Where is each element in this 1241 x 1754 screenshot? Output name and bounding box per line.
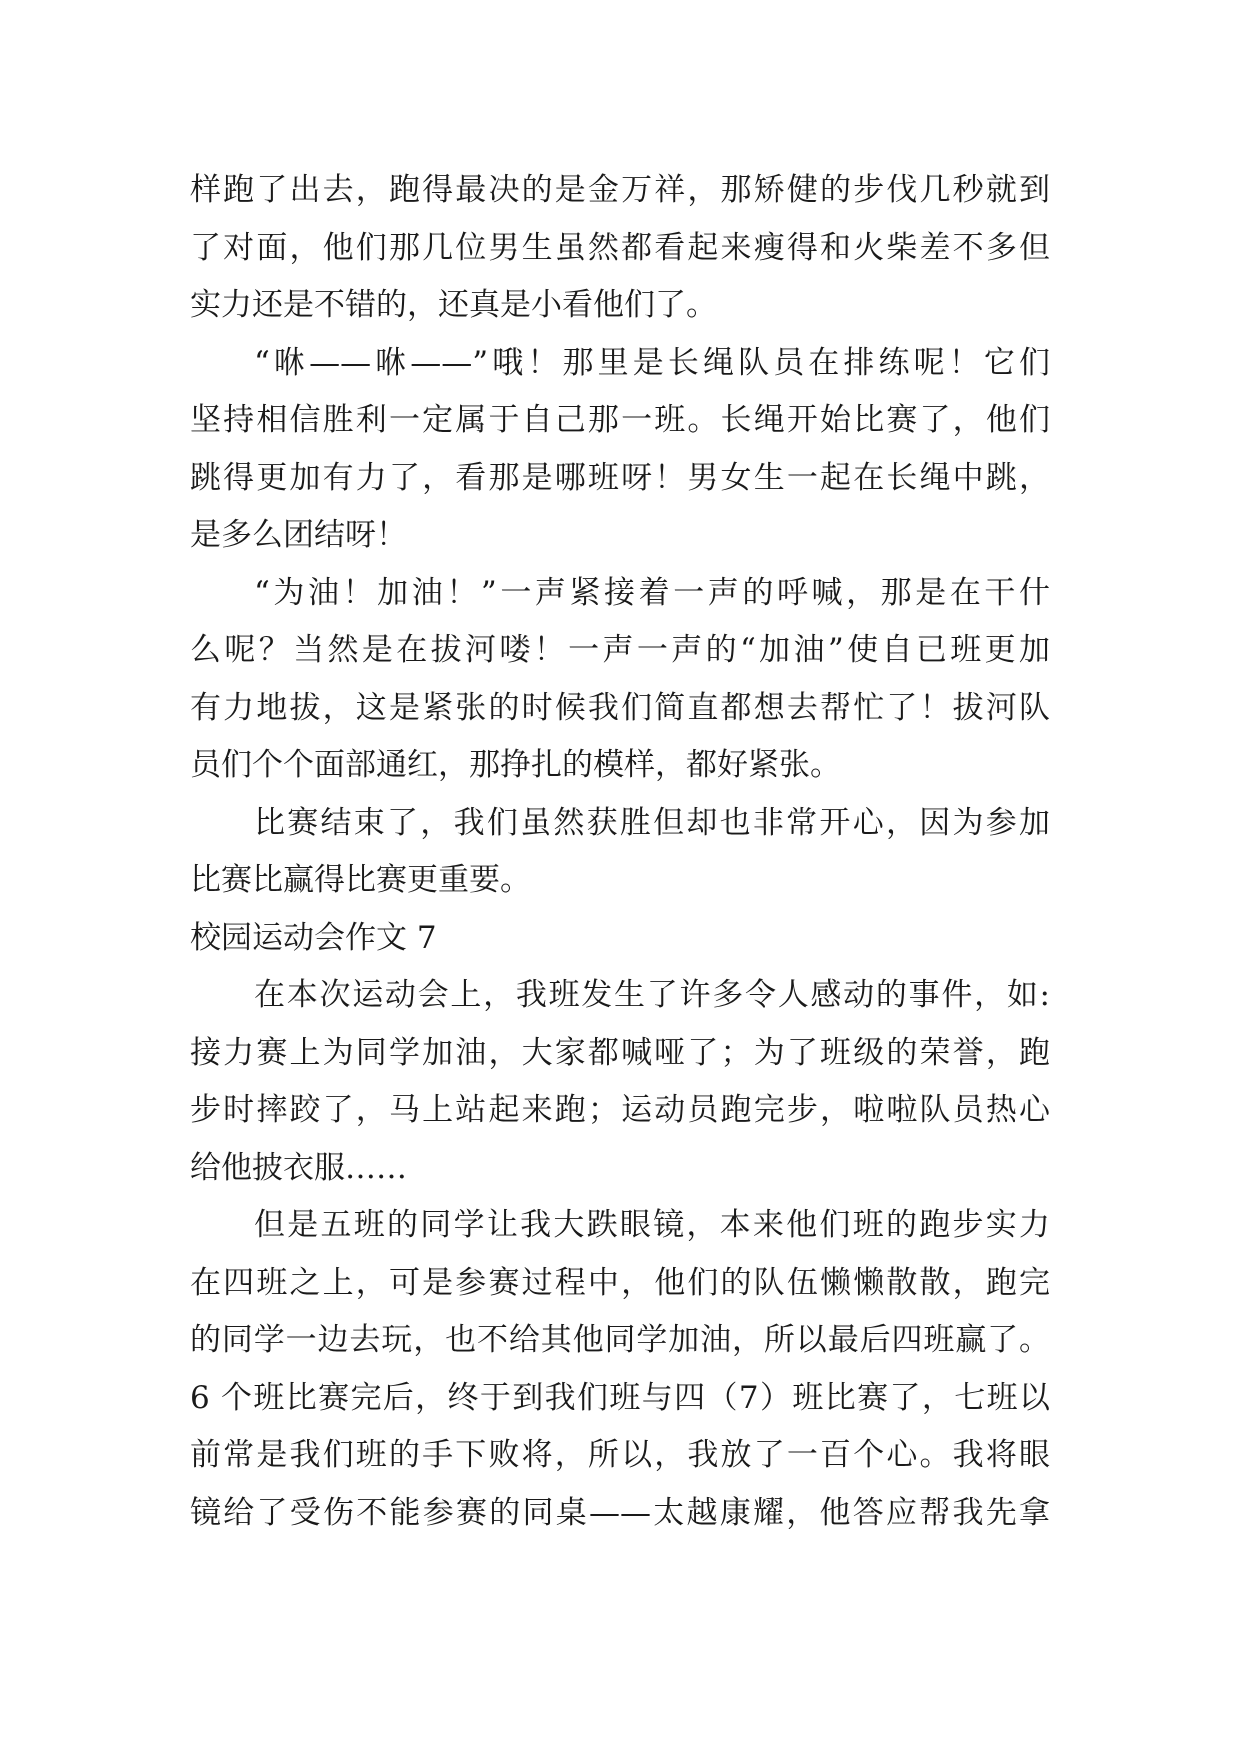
text-line: 么呢？当然是在拔河喽！一声一声的“加油”使自已班更加	[190, 632, 1050, 668]
section-heading: 校园运动会作文 7	[190, 919, 437, 956]
text-line: 比赛比赢得比赛更重要。	[190, 862, 531, 898]
text-line: 比赛结束了，我们虽然获胜但却也非常开心，因为参加	[254, 804, 1050, 841]
text-line: 步时摔跤了，马上站起来跑；运动员跑完步，啦啦队员热心	[190, 1092, 1050, 1128]
text-line: 坚持相信胜利一定属于自己那一班。长绳开始比赛了，他们	[190, 402, 1050, 438]
text-line: 在本次运动会上，我班发生了许多令人感动的事件，如:	[254, 977, 1050, 1013]
text-line: 跳得更加有力了，看那是哪班呀！男女生一起在长绳中跳，	[190, 459, 1050, 496]
text-line: 前常是我们班的手下败将，所以，我放了一百个心。我将眼	[190, 1437, 1050, 1473]
text-line: 6 个班比赛完后，终于到我们班与四（7）班比赛了，七班以	[190, 1379, 1050, 1416]
text-line: 在四班之上，可是参赛过程中，他们的队伍懒懒散散，跑完	[190, 1264, 1050, 1301]
text-line: 样跑了出去，跑得最决的是金万祥，那矫健的步伐几秒就到	[190, 172, 1050, 208]
text-line: 员们个个面部通红，那挣扎的模样，都好紧张。	[190, 747, 841, 783]
text-line: 的同学一边去玩，也不给其他同学加油，所以最后四班赢了。	[190, 1322, 1050, 1358]
text-line: 实力还是不错的，还真是小看他们了。	[190, 287, 717, 323]
text-line: 但是五班的同学让我大跌眼镜，本来他们班的跑步实力	[254, 1207, 1050, 1243]
text-line: 给他披衣服……	[190, 1149, 407, 1186]
text-line: “为油！加油！”一声紧接着一声的呼喊，那是在干什	[254, 574, 1050, 611]
text-line: “咻——咻——”哦！那里是长绳队员在排练呢！它们	[254, 344, 1050, 381]
text-line: 了对面，他们那几位男生虽然都看起来瘦得和火柴差不多但	[190, 229, 1050, 266]
text-line: 接力赛上为同学加油，大家都喊哑了；为了班级的荣誉，跑	[190, 1034, 1050, 1071]
text-line: 镜给了受伤不能参赛的同桌——太越康耀，他答应帮我先拿	[190, 1494, 1050, 1531]
text-line: 有力地拔，这是紧张的时候我们简直都想去帮忙了！拔河队	[190, 689, 1050, 726]
text-line: 是多么团结呀！	[190, 517, 407, 553]
essay-body	[190, 162, 1050, 1542]
